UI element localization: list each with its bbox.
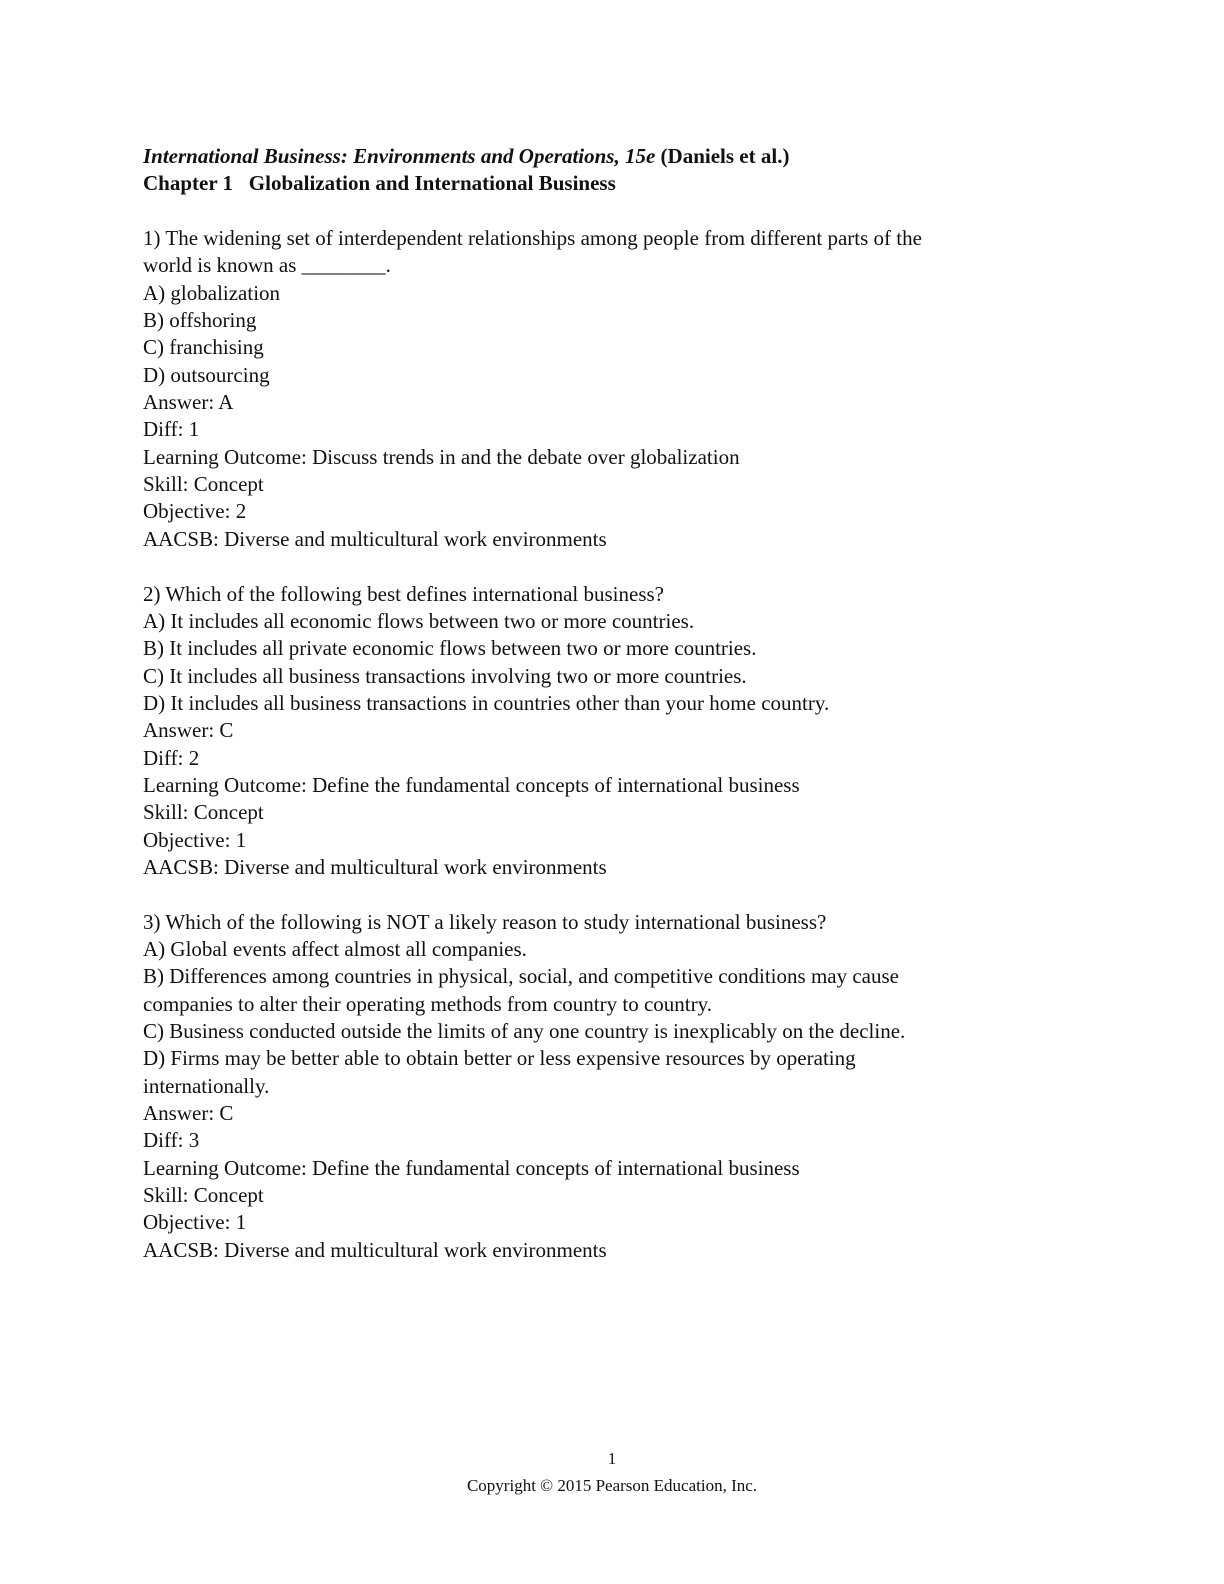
question-stem: world is known as ________.	[143, 253, 391, 278]
question-metadata: AACSB: Diverse and multicultural work environments	[143, 526, 607, 551]
question-metadata: Learning Outcome: Discuss trends in and the debate over globalization	[143, 444, 740, 469]
question-metadata: Learning Outcome: Define the fundamental concepts of international business	[143, 1155, 800, 1180]
answer-option: C) It includes all business transactions involving two or more countries.	[143, 663, 747, 688]
question-metadata: Diff: 1	[143, 417, 200, 442]
question-block	[143, 581, 922, 909]
answer-option: internationally.	[143, 1073, 270, 1098]
answer-option: D) Firms may be better able to obtain better or less expensive resources by operating	[143, 1046, 856, 1071]
document-body	[143, 143, 922, 1264]
chapter-heading	[143, 170, 922, 197]
copyright: Copyright © 2015 Pearson Education, Inc.	[466, 1476, 758, 1495]
question-stem: 1) The widening set of interdependent relationships among people from different parts of the	[143, 226, 922, 251]
question-metadata: Diff: 3	[143, 1128, 200, 1153]
page-number: 1	[607, 1449, 617, 1468]
question-metadata: Objective: 1	[143, 827, 247, 852]
answer-option: D) It includes all business transactions in countries other than your home country.	[143, 690, 830, 715]
answer-option: B) Differences among countries in physical, social, and competitive conditions may cause	[143, 964, 899, 989]
answer-option: B) offshoring	[143, 308, 257, 333]
question-metadata: Diff: 2	[143, 745, 200, 770]
question-metadata: Answer: C	[143, 718, 234, 743]
book-title: International Business: Environments and Operations, 15e	[143, 144, 656, 168]
answer-option: D) outsourcing	[143, 362, 270, 387]
book-title-line	[143, 143, 922, 170]
question-metadata: Learning Outcome: Define the fundamental concepts of international business	[143, 772, 800, 797]
answer-option: A) globalization	[143, 280, 281, 305]
question-metadata: Answer: C	[143, 1101, 234, 1126]
question-metadata: AACSB: Diverse and multicultural work environments	[143, 854, 607, 879]
question-metadata: Skill: Concept	[143, 1183, 264, 1208]
question-stem: 2) Which of the following best defines international business?	[143, 581, 664, 606]
answer-option: A) Global events affect almost all companies.	[143, 936, 527, 961]
chapter-number: Chapter 1	[143, 171, 234, 196]
answer-option: B) It includes all private economic flows between two or more countries.	[143, 636, 757, 661]
question-metadata: Skill: Concept	[143, 472, 264, 497]
authors: (Daniels et al.)	[655, 144, 790, 168]
question-metadata: Skill: Concept	[143, 800, 264, 825]
question-stem: 3) Which of the following is NOT a likely reason to study international business?	[143, 909, 827, 934]
question-list	[143, 225, 922, 1264]
answer-option: companies to alter their operating methods from country to country.	[143, 991, 712, 1016]
question-metadata: AACSB: Diverse and multicultural work environments	[143, 1237, 607, 1262]
question-metadata: Answer: A	[143, 390, 234, 415]
answer-option: C) Business conducted outside the limits of any one country is inexplicably on the decline.	[143, 1019, 906, 1043]
question-metadata: Objective: 2	[143, 499, 247, 524]
answer-option: C) franchising	[143, 335, 264, 360]
answer-option: A) It includes all economic flows between two or more countries.	[143, 608, 695, 633]
question-block	[143, 225, 922, 580]
question-block	[143, 909, 922, 1264]
question-metadata: Objective: 1	[143, 1210, 247, 1235]
chapter-title: Globalization and International Business	[248, 171, 616, 196]
